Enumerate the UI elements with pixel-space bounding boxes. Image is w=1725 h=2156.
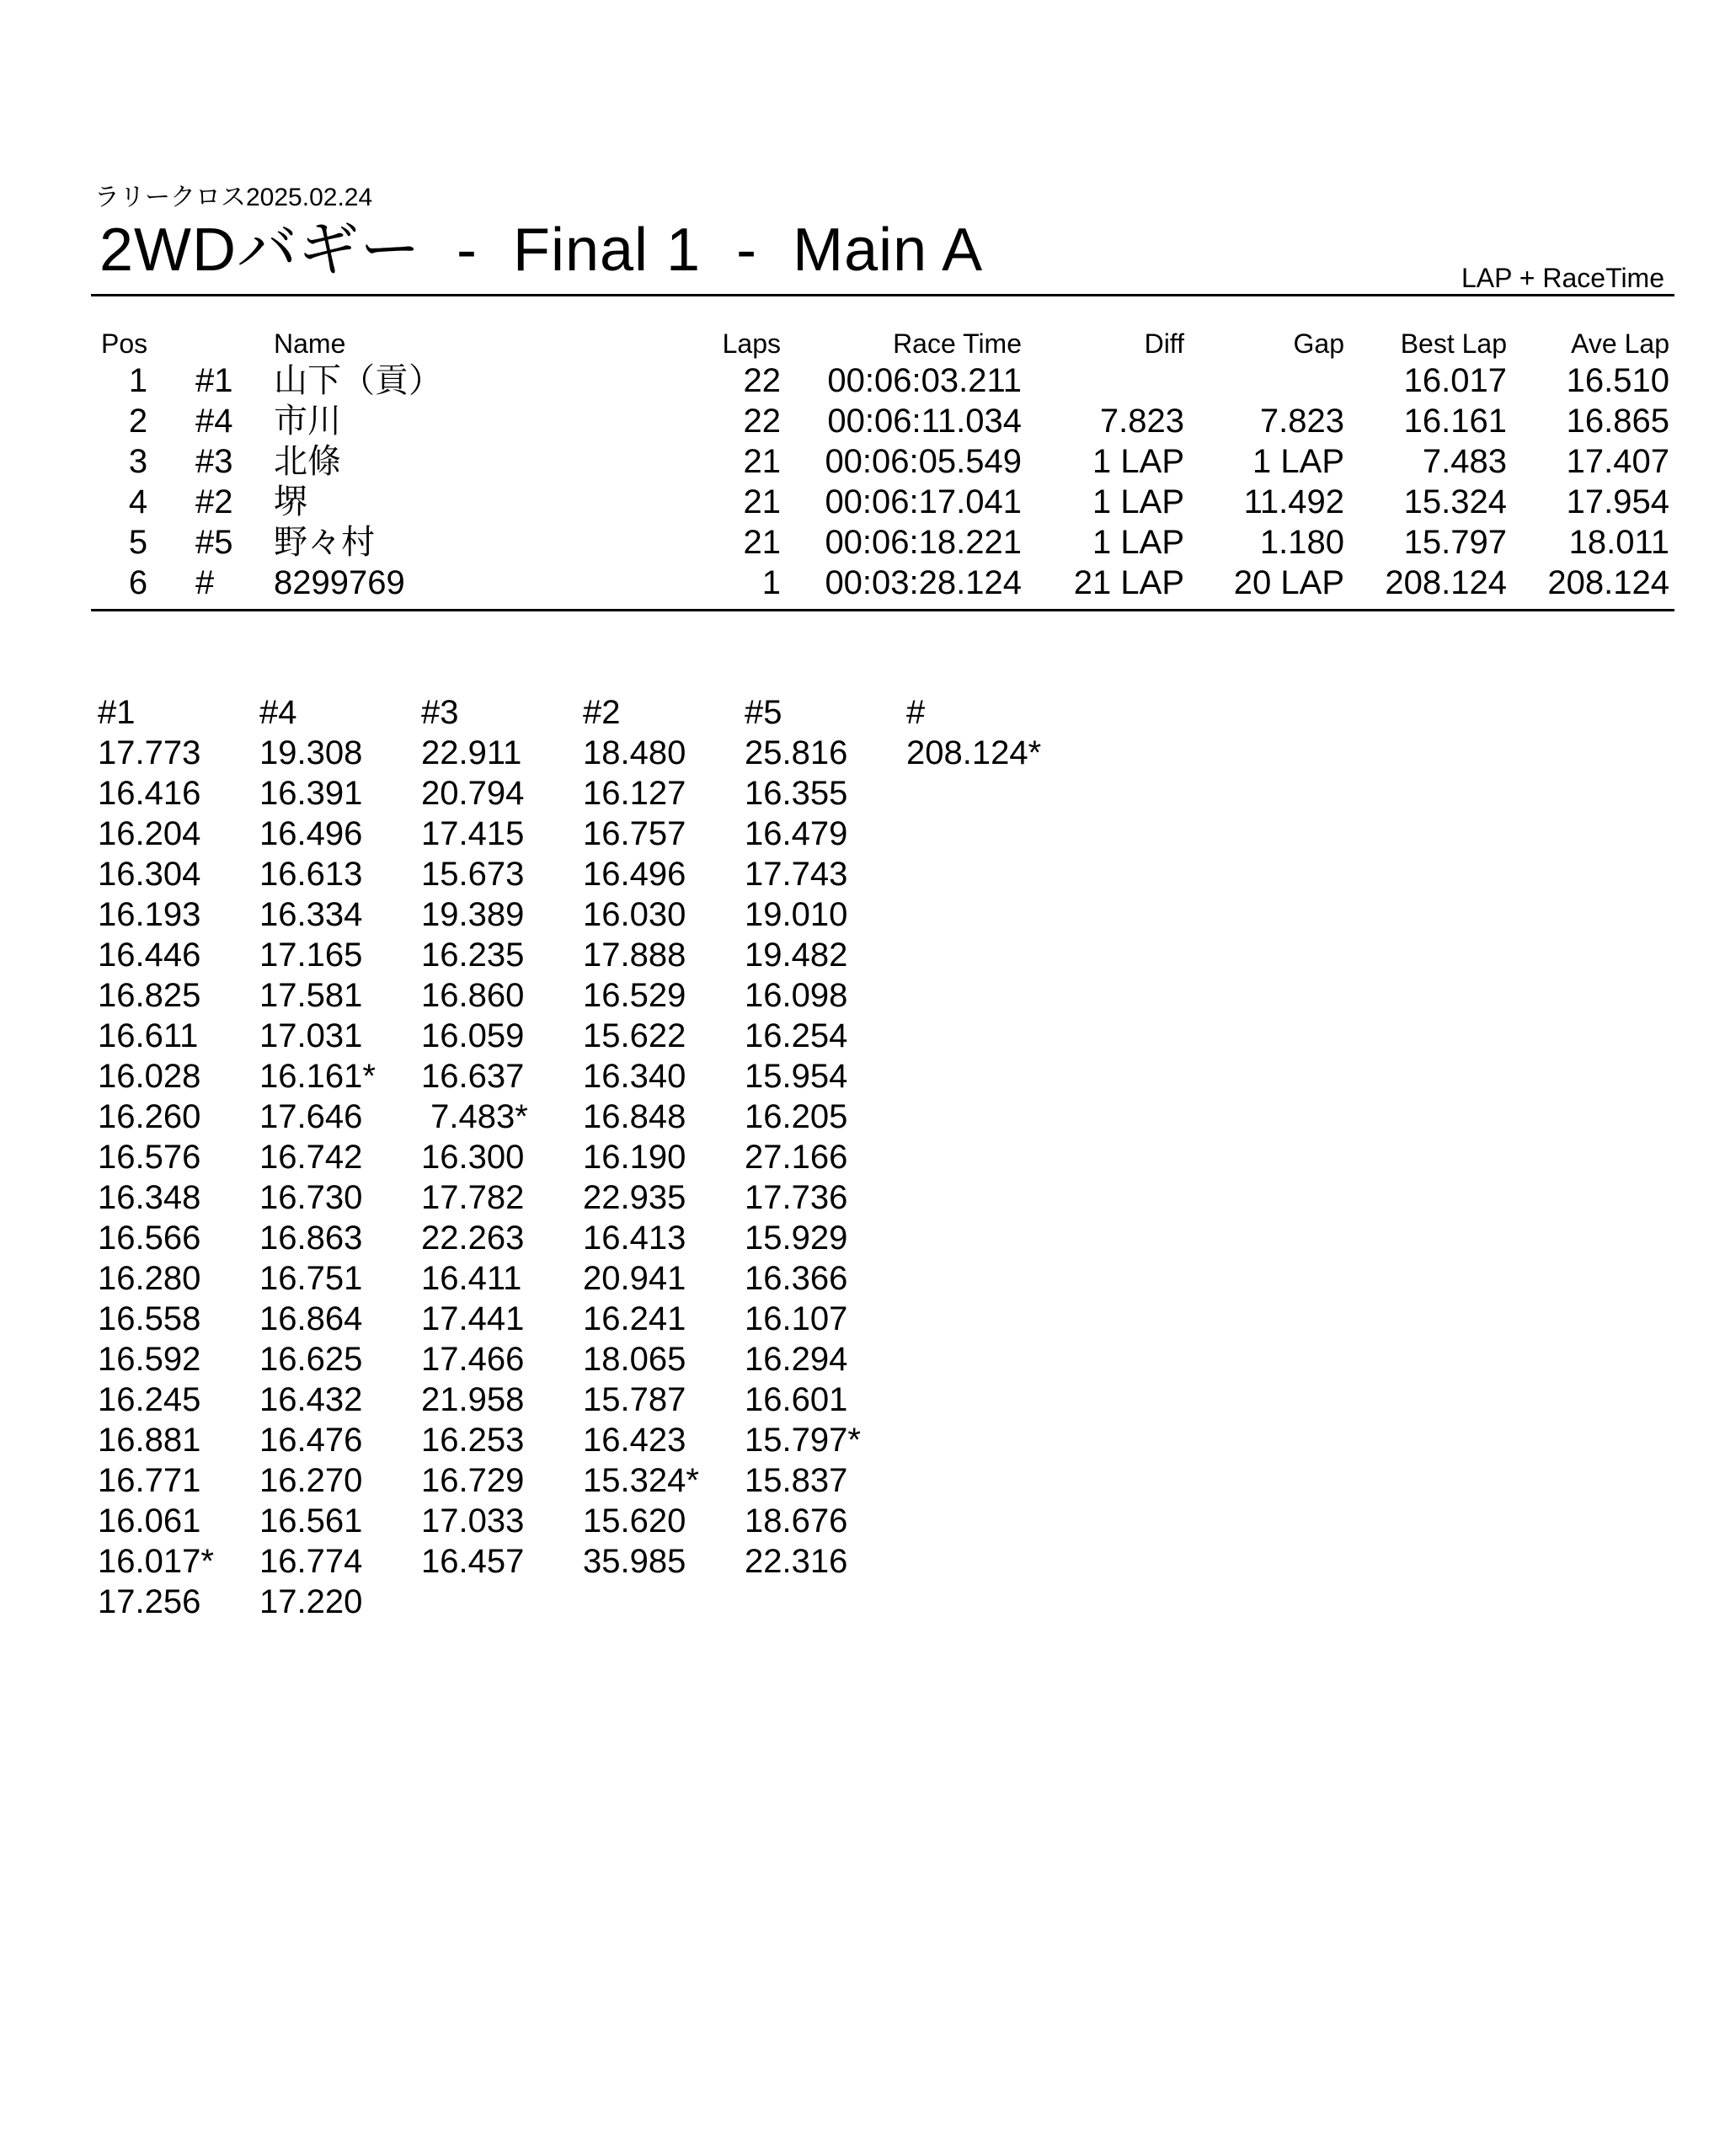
lap-time: 16.432 bbox=[259, 1381, 363, 1418]
result-pos: 5 bbox=[128, 524, 148, 561]
lap-time: 20.794 bbox=[421, 775, 525, 812]
result-row bbox=[0, 482, 1725, 522]
lap-time: 19.308 bbox=[259, 734, 363, 771]
lap-time: 16.757 bbox=[583, 815, 686, 852]
lap-time: 15.787 bbox=[583, 1381, 686, 1418]
lap-time: 16.098 bbox=[745, 977, 848, 1014]
lap-time: 16.529 bbox=[583, 977, 686, 1014]
lap-time: 16.730 bbox=[259, 1179, 363, 1216]
lap-time: 16.241 bbox=[583, 1300, 686, 1337]
result-driver-name: 山下（貢） bbox=[274, 362, 442, 399]
lap-time: 16.496 bbox=[583, 856, 686, 893]
lap-time: 16.204 bbox=[98, 815, 201, 852]
lap-time: 16.825 bbox=[98, 977, 201, 1014]
result-car-number: #4 bbox=[195, 403, 233, 440]
lap-time: 16.391 bbox=[259, 775, 363, 812]
lap-time: 16.561 bbox=[259, 1502, 363, 1540]
result-row bbox=[0, 360, 1725, 401]
lap-column bbox=[583, 692, 743, 1582]
lap-time: 16.566 bbox=[98, 1219, 201, 1257]
lap-time: 17.581 bbox=[259, 977, 363, 1014]
lap-column bbox=[745, 692, 905, 1582]
lap-time: 208.124* bbox=[906, 734, 1042, 771]
lap-time: 16.864 bbox=[259, 1300, 363, 1337]
lap-time: 16.270 bbox=[259, 1462, 363, 1499]
timing-mode: LAP + RaceTime bbox=[1461, 263, 1664, 293]
header-best-lap: Best Lap bbox=[1400, 328, 1507, 359]
result-ave-lap: 16.510 bbox=[1566, 362, 1669, 399]
result-driver-name: 北條 bbox=[274, 443, 341, 480]
lap-time: 16.423 bbox=[583, 1422, 686, 1459]
lap-time: 27.166 bbox=[745, 1139, 848, 1176]
result-diff: 1 LAP bbox=[1092, 524, 1184, 561]
lap-time: 16.059 bbox=[421, 1017, 525, 1054]
result-driver-name: 8299769 bbox=[274, 564, 405, 601]
results-table bbox=[0, 327, 1725, 603]
result-best-lap: 7.483 bbox=[1422, 443, 1507, 480]
lap-time: 16.413 bbox=[583, 1219, 686, 1257]
result-laps: 22 bbox=[743, 362, 781, 399]
lap-column-header: # bbox=[906, 694, 926, 731]
result-car-number: #3 bbox=[195, 443, 233, 480]
lap-time: 16.558 bbox=[98, 1300, 201, 1337]
lap-time: 16.476 bbox=[259, 1422, 363, 1459]
lap-time: 19.389 bbox=[421, 896, 525, 933]
result-race-time: 00:06:05.549 bbox=[825, 443, 1022, 480]
lap-time: 16.771 bbox=[98, 1462, 201, 1499]
lap-time: 16.625 bbox=[259, 1341, 363, 1378]
results-header-row bbox=[0, 327, 1725, 360]
result-ave-lap: 18.011 bbox=[1568, 524, 1669, 561]
lap-time: 22.911 bbox=[421, 734, 522, 771]
lap-time: 16.637 bbox=[421, 1058, 525, 1095]
lap-time: 16.860 bbox=[421, 977, 525, 1014]
lap-time: 16.193 bbox=[98, 896, 201, 933]
result-diff: 7.823 bbox=[1099, 403, 1184, 440]
lap-time: 17.165 bbox=[259, 937, 363, 974]
result-race-time: 00:06:03.211 bbox=[827, 362, 1022, 399]
lap-time: 16.366 bbox=[745, 1260, 848, 1297]
lap-time: 16.340 bbox=[583, 1058, 686, 1095]
results-rule bbox=[91, 609, 1674, 611]
result-laps: 21 bbox=[743, 443, 781, 480]
lap-time: 7.483* bbox=[421, 1098, 528, 1135]
lap-column bbox=[906, 692, 1066, 773]
lap-time: 16.348 bbox=[98, 1179, 201, 1216]
header-gap: Gap bbox=[1293, 328, 1344, 359]
result-gap: 7.823 bbox=[1259, 403, 1344, 440]
result-car-number: #2 bbox=[195, 483, 233, 520]
lap-time: 16.457 bbox=[421, 1543, 525, 1580]
lap-time: 15.673 bbox=[421, 856, 525, 893]
header-diff: Diff bbox=[1144, 328, 1184, 359]
lap-time: 17.220 bbox=[259, 1583, 363, 1620]
lap-time: 22.316 bbox=[745, 1543, 848, 1580]
lap-time: 16.446 bbox=[98, 937, 201, 974]
result-diff: 1 LAP bbox=[1092, 443, 1184, 480]
lap-time: 17.256 bbox=[98, 1583, 201, 1620]
result-best-lap: 15.324 bbox=[1403, 483, 1507, 520]
lap-time: 16.028 bbox=[98, 1058, 201, 1095]
lap-time: 18.065 bbox=[583, 1341, 686, 1378]
lap-time: 22.263 bbox=[421, 1219, 525, 1257]
lap-time: 16.774 bbox=[259, 1543, 363, 1580]
lap-time: 15.837 bbox=[745, 1462, 848, 1499]
lap-column-header: #3 bbox=[421, 694, 459, 731]
result-row bbox=[0, 441, 1725, 482]
result-driver-name: 堺 bbox=[274, 483, 307, 520]
result-pos: 4 bbox=[128, 483, 148, 520]
lap-column-header: #1 bbox=[98, 694, 136, 731]
lap-time: 16.300 bbox=[421, 1139, 525, 1176]
lap-time: 17.033 bbox=[421, 1502, 525, 1540]
lap-column-header: #4 bbox=[259, 694, 297, 731]
result-car-number: #5 bbox=[195, 524, 233, 561]
lap-time: 16.601 bbox=[745, 1381, 848, 1418]
lap-time: 16.496 bbox=[259, 815, 363, 852]
result-race-time: 00:06:18.221 bbox=[825, 524, 1022, 561]
result-gap: 1 LAP bbox=[1252, 443, 1344, 480]
result-laps: 21 bbox=[743, 483, 781, 520]
lap-time: 35.985 bbox=[583, 1543, 686, 1580]
lap-time: 17.888 bbox=[583, 937, 686, 974]
result-best-lap: 15.797 bbox=[1403, 524, 1507, 561]
lap-time: 17.466 bbox=[421, 1341, 525, 1378]
lap-time: 15.797* bbox=[745, 1422, 861, 1459]
lap-time: 21.958 bbox=[421, 1381, 525, 1418]
lap-time: 16.107 bbox=[745, 1300, 848, 1337]
lap-time: 17.415 bbox=[421, 815, 525, 852]
lap-time: 22.935 bbox=[583, 1179, 686, 1216]
result-laps: 21 bbox=[743, 524, 781, 561]
lap-time: 16.245 bbox=[98, 1381, 201, 1418]
lap-column bbox=[98, 692, 258, 1622]
lap-time: 16.613 bbox=[259, 856, 363, 893]
lap-time: 16.294 bbox=[745, 1341, 848, 1378]
lap-time: 16.161* bbox=[259, 1058, 376, 1095]
header-rule bbox=[91, 294, 1674, 296]
result-pos: 2 bbox=[128, 403, 148, 440]
lap-time: 16.611 bbox=[98, 1017, 199, 1054]
result-pos: 3 bbox=[128, 443, 148, 480]
lap-time: 15.954 bbox=[745, 1058, 848, 1095]
lap-time: 16.479 bbox=[745, 815, 848, 852]
lap-time: 19.482 bbox=[745, 937, 848, 974]
result-ave-lap: 16.865 bbox=[1566, 403, 1669, 440]
result-best-lap: 16.017 bbox=[1403, 362, 1507, 399]
result-ave-lap: 208.124 bbox=[1547, 564, 1669, 601]
lap-time: 16.017* bbox=[98, 1543, 214, 1580]
result-diff: 1 LAP bbox=[1092, 483, 1184, 520]
lap-time: 20.941 bbox=[583, 1260, 686, 1297]
lap-time: 16.030 bbox=[583, 896, 686, 933]
lap-time: 16.863 bbox=[259, 1219, 363, 1257]
lap-time: 16.576 bbox=[98, 1139, 201, 1176]
result-row bbox=[0, 563, 1725, 603]
header-name: Name bbox=[274, 328, 346, 359]
lap-time: 17.646 bbox=[259, 1098, 363, 1135]
result-ave-lap: 17.954 bbox=[1566, 483, 1669, 520]
result-pos: 6 bbox=[128, 564, 148, 601]
lap-time: 16.751 bbox=[259, 1260, 363, 1297]
lap-time: 16.190 bbox=[583, 1139, 686, 1176]
result-car-number: # bbox=[195, 564, 215, 601]
lap-time: 19.010 bbox=[745, 896, 848, 933]
result-gap: 11.492 bbox=[1243, 483, 1344, 520]
lap-time: 15.622 bbox=[583, 1017, 686, 1054]
lap-time: 16.061 bbox=[98, 1502, 201, 1540]
lap-time: 16.848 bbox=[583, 1098, 686, 1135]
result-driver-name: 野々村 bbox=[274, 524, 375, 561]
header-laps: Laps bbox=[722, 328, 781, 359]
lap-time: 16.127 bbox=[583, 775, 686, 812]
lap-time: 16.253 bbox=[421, 1422, 525, 1459]
lap-time: 17.782 bbox=[421, 1179, 525, 1216]
result-best-lap: 16.161 bbox=[1403, 403, 1507, 440]
lap-time: 16.592 bbox=[98, 1341, 201, 1378]
lap-time: 16.254 bbox=[745, 1017, 848, 1054]
result-race-time: 00:06:17.041 bbox=[825, 483, 1022, 520]
event-title: ラリークロス2025.02.24 bbox=[94, 184, 373, 211]
lap-time: 16.355 bbox=[745, 775, 848, 812]
result-best-lap: 208.124 bbox=[1385, 564, 1507, 601]
lap-time: 16.260 bbox=[98, 1098, 201, 1135]
race-title: 2WDバギー - Final 1 - Main A bbox=[99, 216, 984, 284]
lap-time: 16.742 bbox=[259, 1139, 363, 1176]
lap-time: 25.816 bbox=[745, 734, 848, 771]
result-gap: 1.180 bbox=[1259, 524, 1344, 561]
result-row bbox=[0, 522, 1725, 563]
result-pos: 1 bbox=[128, 362, 148, 399]
lap-time: 16.334 bbox=[259, 896, 363, 933]
header-pos: Pos bbox=[101, 328, 148, 359]
lap-time: 15.929 bbox=[745, 1219, 848, 1257]
lap-time: 16.304 bbox=[98, 856, 201, 893]
result-driver-name: 市川 bbox=[274, 403, 341, 440]
lap-time: 16.205 bbox=[745, 1098, 848, 1135]
result-row bbox=[0, 401, 1725, 441]
lap-time: 15.620 bbox=[583, 1502, 686, 1540]
result-laps: 1 bbox=[761, 564, 781, 601]
result-race-time: 00:06:11.034 bbox=[827, 403, 1022, 440]
lap-time: 17.736 bbox=[745, 1179, 848, 1216]
lap-time: 15.324* bbox=[583, 1462, 699, 1499]
result-ave-lap: 17.407 bbox=[1566, 443, 1669, 480]
lap-time: 16.729 bbox=[421, 1462, 525, 1499]
lap-time: 17.743 bbox=[745, 856, 848, 893]
lap-column bbox=[421, 692, 581, 1582]
header-ave-lap: Ave Lap bbox=[1571, 328, 1669, 359]
lap-time: 16.411 bbox=[421, 1260, 522, 1297]
header-race-time: Race Time bbox=[893, 328, 1022, 359]
result-car-number: #1 bbox=[195, 362, 233, 399]
lap-time: 16.280 bbox=[98, 1260, 201, 1297]
lap-time: 16.881 bbox=[98, 1422, 201, 1459]
lap-time: 18.480 bbox=[583, 734, 686, 771]
lap-column bbox=[259, 692, 419, 1622]
lap-column-header: #2 bbox=[583, 694, 621, 731]
lap-time: 17.031 bbox=[259, 1017, 363, 1054]
lap-time: 17.773 bbox=[98, 734, 201, 771]
lap-column-header: #5 bbox=[745, 694, 782, 731]
result-diff: 21 LAP bbox=[1073, 564, 1184, 601]
lap-time: 16.416 bbox=[98, 775, 201, 812]
lap-time: 16.235 bbox=[421, 937, 525, 974]
lap-time: 17.441 bbox=[421, 1300, 525, 1337]
lap-time: 18.676 bbox=[745, 1502, 848, 1540]
result-race-time: 00:03:28.124 bbox=[825, 564, 1022, 601]
result-laps: 22 bbox=[743, 403, 781, 440]
result-gap: 20 LAP bbox=[1233, 564, 1344, 601]
